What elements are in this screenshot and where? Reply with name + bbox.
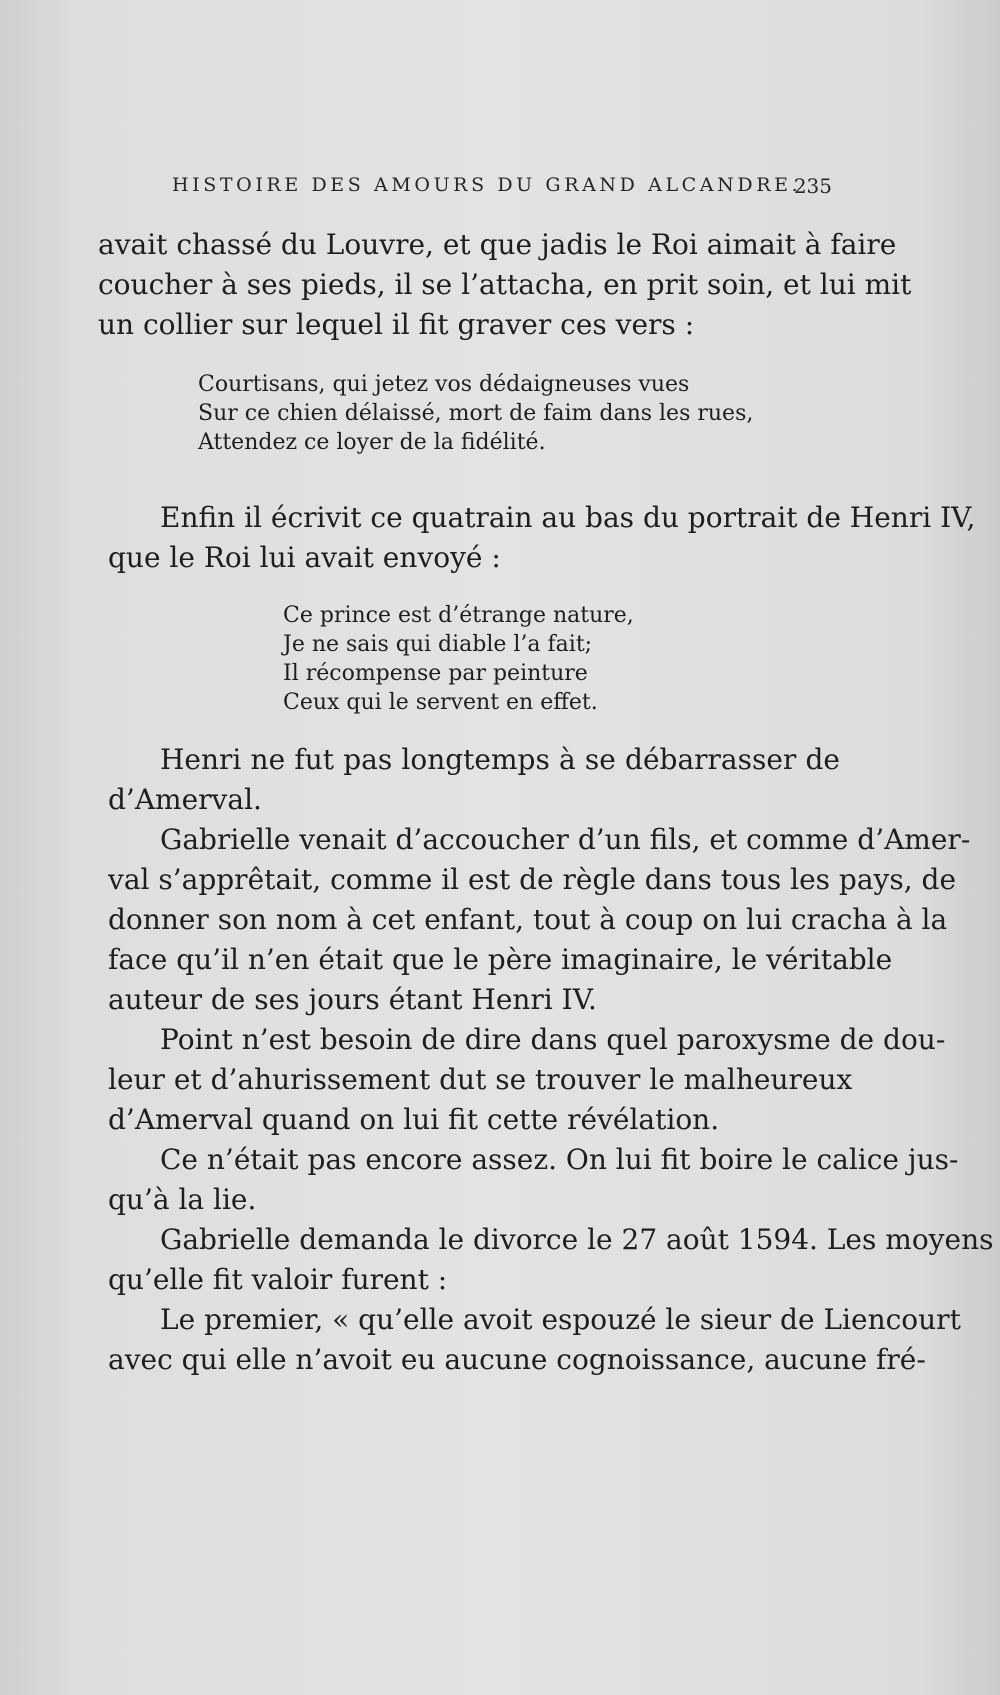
running-title: HISTOIRE DES AMOURS DU GRAND ALCANDRE. [172,174,802,196]
page-number: 235 [793,174,832,198]
text-line: leur et d’ahurissement dut se trouver le malheureux [108,1063,853,1096]
page-header [172,174,832,206]
verse-line: Sur ce chien délaissé, mort de faim dans les rues, [198,401,754,426]
text-line: que le Roi lui avait envoyé : [108,541,501,574]
main-text [108,740,994,1380]
text-line: qu’à la lie. [108,1183,257,1216]
text-line: auteur de ses jours étant Henri IV. [108,983,597,1016]
verse-line: Ce prince est d’étrange nature, [283,603,634,628]
verse-line: Attendez ce loyer de la fidélité. [198,430,546,455]
text-line: Gabrielle demanda le divorce le 27 août 1594. Les moyens [160,1223,994,1256]
paragraph-continuation [98,225,912,345]
verse-line: Je ne sais qui diable l’a fait; [283,632,593,657]
verse-epigram [198,370,753,457]
text-line: Gabrielle venait d’accoucher d’un fils, et comme d’Amer- [160,823,971,856]
text-line: Point n’est besoin de dire dans quel paroxysme de dou- [160,1023,946,1056]
text-line: coucher à ses pieds, il se l’attacha, en prit soin, et lui mit [98,268,912,301]
text-line: Henri ne fut pas longtemps à se débarrasser de [160,743,840,776]
text-line: un collier sur lequel il fit graver ces vers : [98,308,695,341]
text-line: donner son nom à cet enfant, tout à coup on lui cracha à la [108,903,948,936]
text-line: Enfin il écrivit ce quatrain au bas du portrait de Henri IV, [160,501,976,534]
text-line: val s’apprêtait, comme il est de règle dans tous les pays, de [108,863,957,896]
text-line: avait chassé du Louvre, et que jadis le Roi aimait à faire [98,228,897,261]
text-line: d’Amerval. [108,783,262,816]
text-line: face qu’il n’en était que le père imaginaire, le véritable [108,943,893,976]
verse-quatrain [283,601,634,717]
paragraph-quatrain-intro [108,498,976,578]
verse-line: Il récompense par peinture [283,661,588,686]
text-line: avec qui elle n’avoit eu aucune cognoissance, aucune fré- [108,1343,926,1376]
verse-line: Courtisans, qui jetez vos dédaigneuses vues [198,372,690,397]
text-line: qu’elle fit valoir furent : [108,1263,448,1296]
text-line: Ce n’était pas encore assez. On lui fit boire le calice jus- [160,1143,959,1176]
verse-line: Ceux qui le servent en effet. [283,690,598,715]
text-line: d’Amerval quand on lui fit cette révélation. [108,1103,720,1136]
text-line: Le premier, « qu’elle avoit espouzé le sieur de Liencourt [160,1303,961,1336]
